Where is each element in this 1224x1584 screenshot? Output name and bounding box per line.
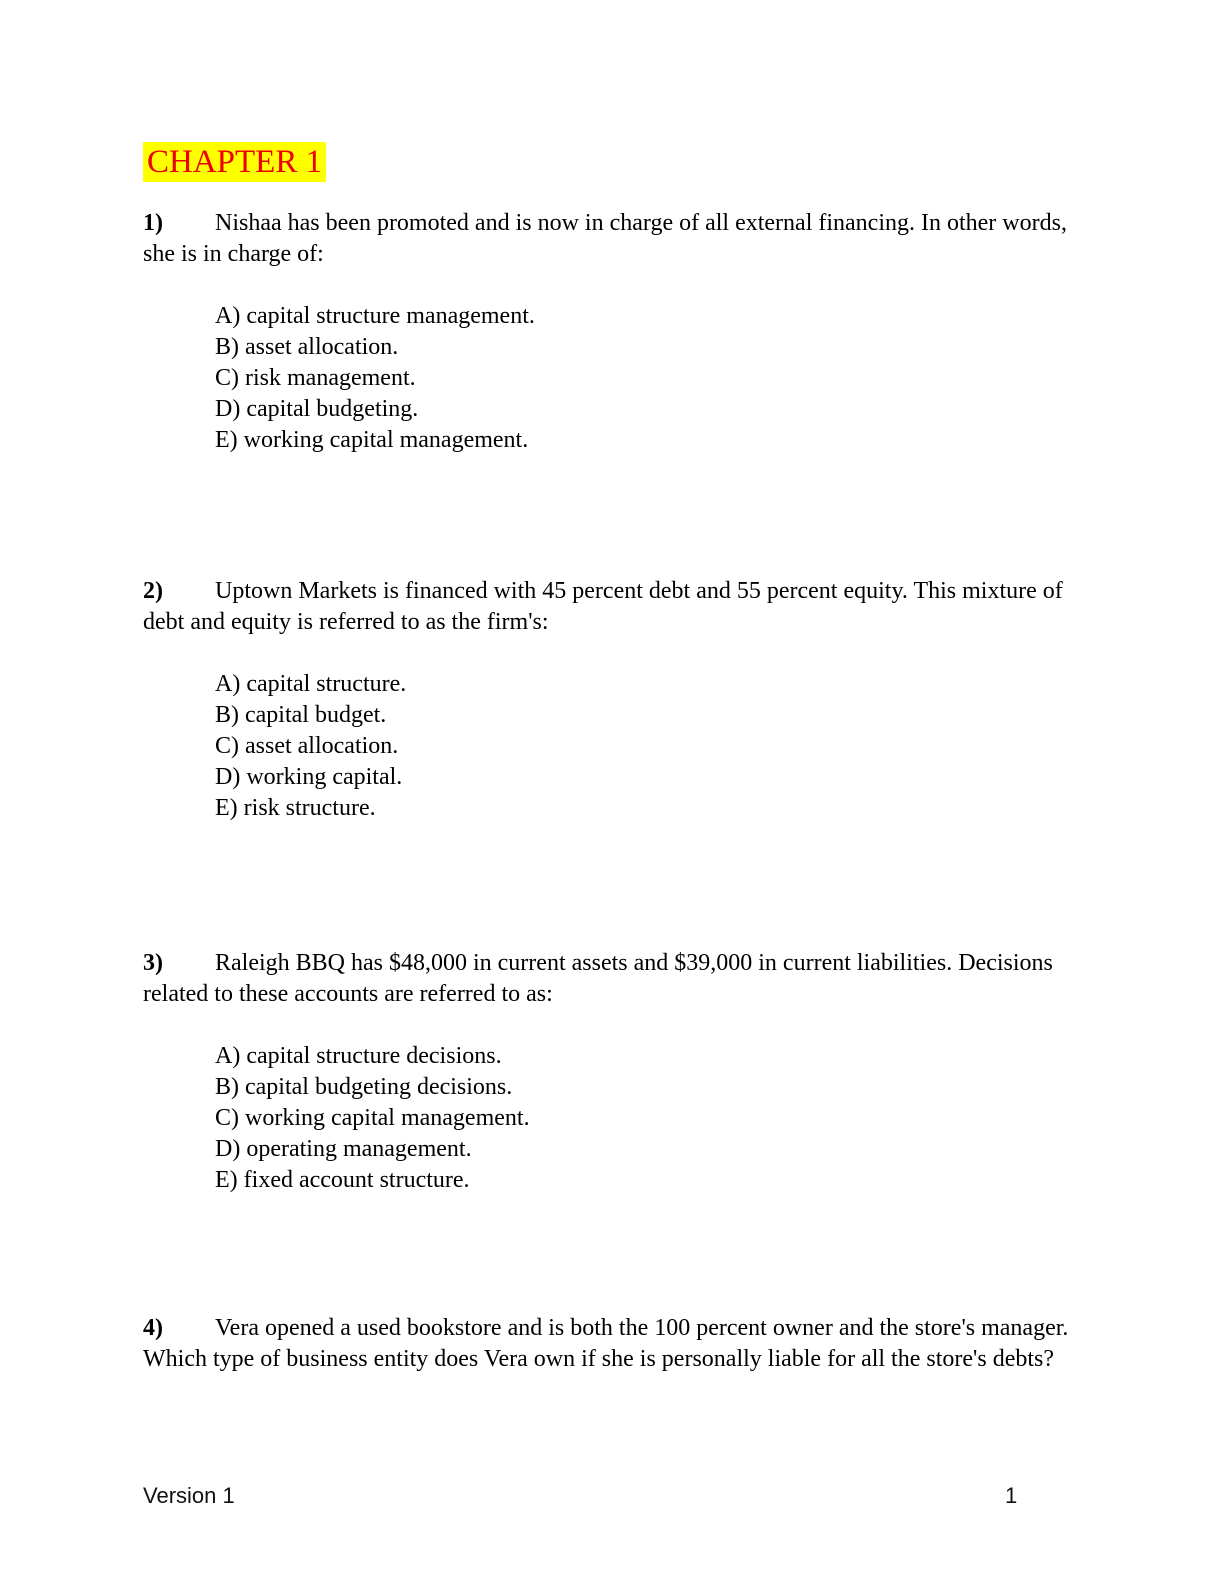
footer-version: Version 1 [143, 1483, 235, 1508]
question-body: Nishaa has been promoted and is now in charge of all external financing. In other words, she is in charge of: [143, 210, 1067, 267]
options-list [215, 301, 1079, 456]
option-b: B) capital budgeting decisions. [215, 1074, 513, 1100]
question-block-1 [143, 208, 1079, 456]
title-row [143, 142, 1079, 182]
question-body: Uptown Markets is financed with 45 percent debt and 55 percent equity. This mixture of debt and equity is referred to as the firm's: [143, 578, 1063, 635]
option-e: E) risk structure. [215, 795, 376, 821]
question-text [143, 208, 1079, 270]
question-body: Vera opened a used bookstore and is both the 100 percent owner and the store's manager. Which type of business entity does Vera own if she is personally liable for all the store's debts? [143, 1315, 1069, 1372]
option-e: E) fixed account structure. [215, 1167, 470, 1193]
option-a: A) capital structure. [215, 671, 407, 697]
option-d: D) operating management. [215, 1136, 472, 1162]
option-c: C) asset allocation. [215, 733, 399, 759]
option-a: A) capital structure decisions. [215, 1043, 502, 1069]
option-a: A) capital structure management. [215, 303, 535, 329]
option-c: C) working capital management. [215, 1105, 530, 1131]
question-block-4 [143, 1313, 1079, 1375]
page-content [143, 142, 1079, 1375]
options-list [215, 669, 1079, 824]
question-number: 2) [143, 578, 163, 604]
question-text [143, 948, 1079, 1010]
option-d: D) working capital. [215, 764, 403, 790]
page-footer [143, 1483, 1081, 1511]
option-b: B) asset allocation. [215, 334, 399, 360]
question-block-2 [143, 576, 1079, 824]
question-body: Raleigh BBQ has $48,000 in current assets and $39,000 in current liabilities. Decisions related to these accounts are referred to as: [143, 950, 1053, 1007]
option-d: D) capital budgeting. [215, 396, 419, 422]
option-c: C) risk management. [215, 365, 416, 391]
option-e: E) working capital management. [215, 427, 529, 453]
question-number: 3) [143, 950, 163, 976]
question-text [143, 576, 1079, 638]
question-number: 4) [143, 1315, 163, 1341]
options-list [215, 1041, 1079, 1196]
question-number: 1) [143, 210, 163, 236]
footer-page-number: 1 [1005, 1483, 1018, 1508]
option-b: B) capital budget. [215, 702, 387, 728]
question-block-3 [143, 948, 1079, 1196]
chapter-title: CHAPTER 1 [143, 142, 326, 182]
question-text [143, 1313, 1079, 1375]
